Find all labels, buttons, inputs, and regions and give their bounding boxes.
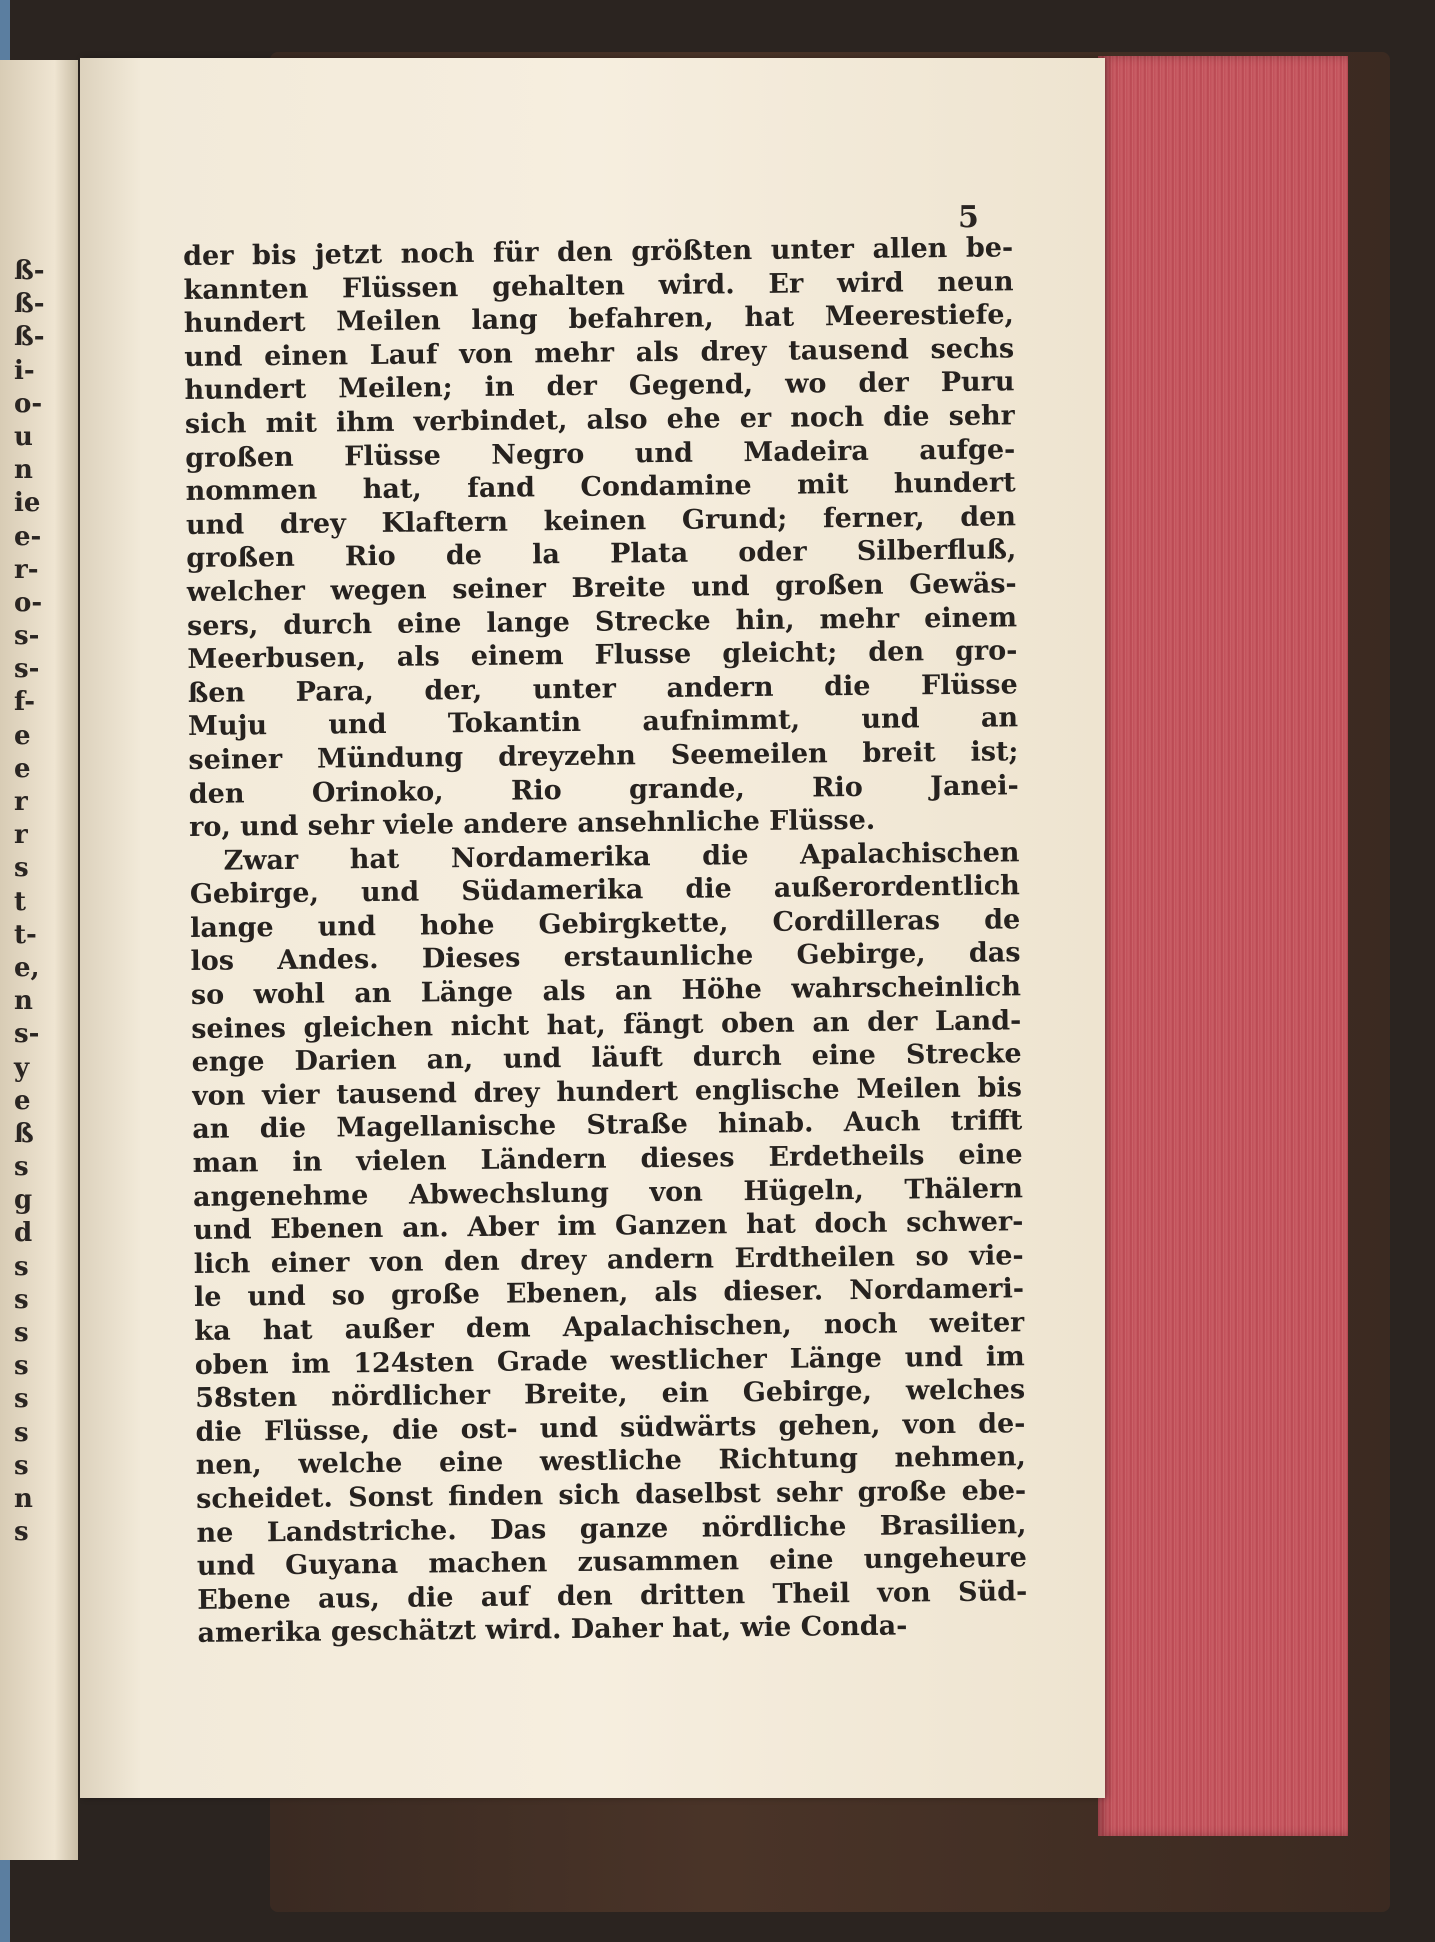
text-line: und Ebenen an. Aber im Ganzen hat doch schwer- bbox=[193, 1206, 1024, 1247]
left-page-fragment: s bbox=[14, 1351, 29, 1382]
text-line: lich einer von den drey andern Erdtheilen so vie- bbox=[193, 1240, 1024, 1280]
text-line: an die Magellanische Straße hinab. Auch trifft bbox=[192, 1105, 1023, 1146]
text-line: 58sten nördlicher Breite, ein Gebirge, welches bbox=[194, 1374, 1026, 1415]
page-body-text bbox=[183, 231, 1028, 1651]
text-line: ne Landstriche. Das ganze nördliche Brasilien, bbox=[196, 1508, 1027, 1549]
left-page-fragment: e bbox=[14, 753, 31, 784]
text-line: enge Darien an, und läuft durch eine Strecke bbox=[191, 1038, 1022, 1079]
left-page-fragment: ie bbox=[14, 488, 41, 519]
text-line: ßen Para, der, unter andern die Flüsse bbox=[187, 669, 1018, 709]
left-page-fragment: i- bbox=[14, 355, 35, 386]
left-page-fragment: e bbox=[14, 1085, 31, 1116]
text-line: und einen Lauf von mehr als drey tausend sechs bbox=[184, 333, 1015, 373]
left-page-fragment: d bbox=[14, 1218, 33, 1249]
left-page-fragment: ß- bbox=[14, 289, 45, 320]
text-line: ka hat außer dem Apalachischen, noch weiter bbox=[194, 1307, 1025, 1347]
text-line: oben im 124sten Grade westlicher Länge und im bbox=[194, 1340, 1025, 1381]
text-line: seines gleichen nicht hat, fängt oben an der Land- bbox=[191, 1004, 1022, 1045]
left-page-fragment: s- bbox=[14, 654, 40, 685]
text-line: seiner Mündung dreyzehn Seemeilen breit ist; bbox=[188, 736, 1019, 776]
left-page-fragment: g bbox=[14, 1185, 33, 1216]
left-page-fragment: s bbox=[14, 1152, 29, 1183]
text-line: welcher wegen seiner Breite und großen Gewäs- bbox=[186, 568, 1017, 608]
text-line: sich mit ihm verbindet, also ehe er noch die sehr bbox=[184, 400, 1016, 440]
text-line: nen, welche eine westliche Richtung nehmen, bbox=[195, 1441, 1026, 1482]
text-line: man in vielen Ländern dieses Erdetheils eine bbox=[192, 1139, 1023, 1179]
left-page-fragment: e bbox=[14, 720, 31, 751]
left-page-fragment: t bbox=[14, 886, 27, 917]
left-page-fragment: r bbox=[14, 820, 28, 851]
left-page-fragment: r- bbox=[14, 554, 39, 585]
left-page-fragment: s- bbox=[14, 1019, 40, 1050]
text-line: los Andes. Dieses erstaunliche Gebirge, das bbox=[190, 937, 1021, 978]
text-line: angenehme Abwechslung von Hügeln, Thälern bbox=[192, 1172, 1024, 1213]
left-page-fragment: s bbox=[14, 1417, 29, 1448]
left-page-fragment: n bbox=[14, 986, 33, 1017]
text-line: ro, und sehr viele andere ansehnliche Flüsse. bbox=[188, 804, 876, 844]
page-fore-edge bbox=[1098, 56, 1348, 1836]
page-number: 5 bbox=[958, 200, 979, 235]
left-page-fragment: n bbox=[14, 1483, 33, 1514]
left-page-fragment: s bbox=[14, 1284, 29, 1315]
left-page-fragment: u bbox=[14, 421, 33, 452]
left-page-fragment: s bbox=[14, 853, 29, 884]
text-line: hundert Meilen; in der Gegend, wo der Puru bbox=[184, 366, 1015, 407]
left-page-fragment: e, bbox=[14, 952, 40, 983]
left-page-fragment: o- bbox=[14, 388, 43, 419]
text-line: kannten Flüssen gehalten wird. Er wird neun bbox=[183, 265, 1014, 306]
left-page-fragment: n bbox=[14, 455, 33, 486]
left-page-fragment: s bbox=[14, 1318, 29, 1348]
left-page-fragment: ß bbox=[14, 1118, 34, 1149]
left-page bbox=[0, 60, 78, 1860]
left-page-fragment: ß- bbox=[14, 322, 45, 353]
text-line: von vier tausend drey hundert englische Meilen bis bbox=[191, 1072, 1023, 1112]
text-line: hundert Meilen lang befahren, hat Meerestiefe, bbox=[183, 299, 1014, 340]
left-page-fragment: e- bbox=[14, 521, 42, 552]
text-line: Muju und Tokantin aufnimmt, und an bbox=[187, 702, 1019, 743]
text-line: lange und hohe Gebirgkette, Cordilleras de bbox=[190, 904, 1021, 944]
left-page-fragment: r bbox=[14, 787, 28, 817]
left-page-fragment: f- bbox=[14, 687, 36, 718]
text-line: großen Flüsse Negro und Madeira aufge- bbox=[185, 433, 1016, 474]
text-line: amerika geschätzt wird. Daher hat, wie Conda- bbox=[197, 1610, 908, 1650]
text-line: nommen hat, fand Condamine mit hundert bbox=[185, 467, 1016, 508]
text-line: Meerbusen, als einem Flusse gleicht; den gro- bbox=[187, 635, 1018, 676]
text-line: scheidet. Sonst finden sich daselbst sehr große ebe- bbox=[196, 1475, 1027, 1515]
text-line: großen Rio de la Plata oder Silberfluß, bbox=[186, 534, 1017, 575]
text-line: die Flüsse, die ost- und südwärts gehen, von de- bbox=[195, 1408, 1026, 1448]
text-line: und Guyana machen zusammen eine ungeheure bbox=[196, 1542, 1028, 1583]
text-line: den Orinoko, Rio grande, Rio Janei- bbox=[188, 769, 1019, 810]
text-line: so wohl an Länge als an Höhe wahrscheinlich bbox=[190, 971, 1022, 1012]
text-line: Zwar hat Nordamerika die Apalachischen bbox=[223, 836, 1020, 877]
left-page-fragment: s bbox=[14, 1384, 29, 1415]
text-line: sers, durch eine lange Strecke hin, mehr einem bbox=[186, 601, 1018, 642]
left-page-fragment: t- bbox=[14, 919, 37, 950]
left-page-fragment: s- bbox=[14, 621, 40, 652]
left-page-fragment: s bbox=[14, 1517, 29, 1548]
left-page-text bbox=[14, 255, 74, 1549]
left-page-fragment: o- bbox=[14, 587, 43, 618]
left-page-fragment: y bbox=[14, 1052, 30, 1083]
text-line: der bis jetzt noch für den größten unter allen be- bbox=[183, 232, 1014, 272]
text-line: und drey Klaftern keinen Grund; ferner, den bbox=[185, 501, 1017, 541]
left-page-fragment: ß- bbox=[14, 256, 45, 286]
text-line: Gebirge, und Südamerika die außerordentlich bbox=[189, 870, 1020, 911]
text-line: Ebene aus, die auf den dritten Theil von Süd- bbox=[197, 1575, 1028, 1616]
left-page-fragment: s bbox=[14, 1450, 29, 1481]
left-page-fragment: s bbox=[14, 1251, 29, 1282]
text-line: le und so große Ebenen, als dieser. Nordameri- bbox=[193, 1273, 1025, 1314]
